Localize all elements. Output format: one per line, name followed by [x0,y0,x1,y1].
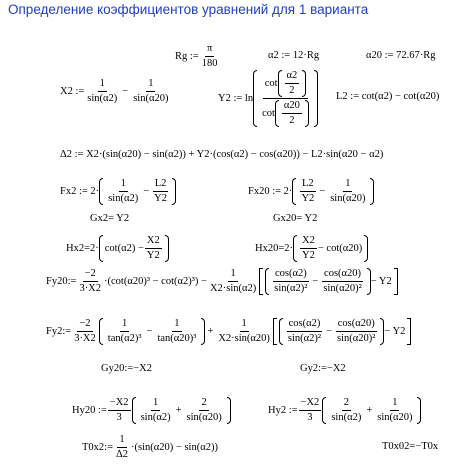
hx20-definition [255,235,368,262]
x2-t2-num: 1 [146,78,155,92]
l2-definition: L2 := cot(α2) − cot(α20) [336,91,440,102]
hy2-den: 3 [307,412,313,423]
y2-two-bottom: 2 [289,115,295,126]
y2-cot-bottom: cot [262,107,275,119]
rg-den: 180 [201,58,218,69]
hx2-x2: X2 [145,235,162,249]
hy20-one: 1 [151,397,160,411]
t0x2-lhs: T0x2:= [82,442,114,453]
fx20-lhs: Fx20 := 2· [248,186,293,197]
y2-definition [218,70,318,127]
y2-two-top: 2 [289,85,295,96]
fy2-tan-a2: tan(α2)³ [107,333,142,344]
x2-term2 [131,78,170,105]
gx2-definition: Gx2= Y2 [90,213,130,224]
fx20-sin: sin(α20) [330,193,366,204]
hy2-sin-a20: sin(α20) [377,412,413,423]
fy2-plus: + [207,326,214,337]
fy2-cos-a2: cos(α2) [287,318,323,332]
y2-lhs: Y2 := ln [218,93,254,104]
hy2-sin-a2: sin(α2) [331,412,362,423]
fy2-den: X2·sin(α20) [218,333,270,344]
gx20-definition: Gx20= Y2 [273,213,318,224]
hy2-num: −X2 [299,397,322,411]
rg-definition [175,43,220,70]
fy20-sin-a2sq: sin(α2)² [274,283,308,294]
t0x2-d2: Δ2 [116,449,129,460]
hx2-definition [66,235,169,262]
fy20-body: ·(cot(α20)³ − cot(α2)³) − [104,276,207,287]
fy20-lhs: Fy20:= [46,276,77,287]
hx20-x2: X2 [300,235,317,249]
hx20-y2: Y2 [302,250,315,261]
hy2-two: 2 [342,397,351,411]
x2-term1 [85,78,119,105]
hy20-two: 2 [199,397,208,411]
y2-fraction [260,70,311,127]
fy2-cos-a20: cos(α20) [336,318,377,332]
fy2-lhs: Fy2:= [46,326,72,337]
rg-fraction [200,43,220,70]
hy20-sin-a2: sin(α2) [140,412,171,423]
hx20-cot: − cot(α20) [317,243,363,254]
y2-cot-top: cot [264,77,278,89]
fy20-m2: −2 [83,268,98,282]
hy20-lhs: Hy20 := [72,405,107,416]
hx20-lhs: Hx20=2· [255,243,294,254]
fy20-one: 1 [228,268,237,282]
hy20-definition: Hy20 := $\frac{-X2}{3}$ $\frac{1}{\sin(\alpha 2)}$ + $\frac{2}{\sin(\alpha 20)}$ [72,397,231,424]
hy2-one: 1 [390,397,399,411]
alpha20-definition: α20 := 72.67·Rg [366,50,436,61]
x2-t1-den: sin(α2) [87,93,118,104]
hx2-y2: Y2 [146,250,160,261]
fx2-sin: sin(α2) [108,193,139,204]
alpha2-definition: α2 := 12·Rg [268,50,320,61]
fy2-definition: Fy2:= $\frac{-2}{3\cdot X2}$ $\frac{1}{\text{tan(α2)³}}$ − $\frac{1}{\text{tan(α20)³}}$ + $\frac{1}{X2\cdot\sin(\alpha 20)}$ $\frac{\cos(\alpha 2)}{\text{sin(α2)²}}$ − $\frac{\cos(\alpha 20)}{\text{sin(α20)²}}$ − Y2 [46,318,411,345]
fy2-sin-a2sq: sin(α2)² [287,333,322,344]
fx2-definition: Fx2 := 2· $\frac{1}{\sin(\alpha 2)}$ − $\frac{L2}{Y2}$ [60,178,176,205]
fy20-den: X2·sin(α2) [209,283,257,294]
y2-paren [253,70,318,127]
hy2-definition: Hy2 := $\frac{-X2}{3}$ $\frac{2}{\sin(\alpha 2)}$ + $\frac{1}{\sin(\alpha 20)}$ [268,397,421,424]
fy2-m2: −2 [77,318,92,332]
fy2-one-b: 1 [172,318,181,332]
fx20-l2: L2 [300,178,316,192]
fx2-l2: L2 [153,178,169,192]
hy20-den: 3 [116,412,122,423]
fx2-lhs: Fx2 := 2· [60,186,100,197]
t0x02-definition: T0x02=−T0x [382,441,439,452]
fy20-cos-a2: cos(α2) [273,268,309,282]
x2-t2-den: sin(α20) [133,93,169,104]
fy2-3x2: 3·X2 [74,333,96,344]
y2-a2: α2 [285,70,300,84]
hx2-lhs: Hx2=2· [66,243,99,254]
fy2-tan-a20: tan(α20)³ [157,333,197,344]
delta2-definition: Δ2 := X2·(sin(α20) − sin(α2)) + Y2·(cos(α2) − cos(α20)) − L2·sin(α20 − α2) [60,149,384,160]
x2-lhs: X2 := [60,86,85,97]
rg-num: π [205,43,214,57]
fy20-cos-a20: cos(α20) [322,268,363,282]
hy20-num: −X2 [108,397,131,411]
gy2-definition: Gy2:=−X2 [300,363,346,374]
fy2-tail: − Y2 [384,326,406,337]
hy2-lhs: Hy2 := [268,405,298,416]
fy20-3x2: 3·X2 [79,283,102,294]
fy20-sin-a20sq: sin(α20)² [323,283,362,294]
fy2-one-a: 1 [120,318,129,332]
hy20-sin-a20: sin(α20) [186,412,222,423]
fy2-sin-a20sq: sin(α20)² [337,333,376,344]
page-title: Определение коэффициентов уравнений для 1 варианта [8,2,369,17]
fx2-y2: Y2 [154,193,167,204]
hx2-cot: cot(α2) − [104,243,144,254]
fy2-one-c: 1 [240,318,249,332]
fx20-one: 1 [343,178,352,192]
fx2-one: 1 [119,178,128,192]
t0x2-definition [82,434,218,461]
fy20-definition: Fy20:= $\frac{-2}{3\cdot X2}$ ·(cot(α20)³ − cot(α2)³) − $\frac{1}{X2\cdot\sin(\alpha 2)}$ $\frac{\cos(\alpha 2)}{\text{sin(α2)²}}$ − $\frac{\cos(\alpha 20)}{\text{sin(α20)²}}$ − Y2 [46,268,398,295]
t0x2-one: 1 [117,434,126,448]
y2-a20: α20 [282,100,302,114]
gy20-definition: Gy20:=−X2 [101,363,152,374]
fx20-definition: Fx20 := 2· $\frac{L2}{Y2}$ − $\frac{1}{\sin(\alpha 20)}$ [248,178,374,205]
fx20-y2: Y2 [301,193,315,204]
x2-definition: X2 := $\frac{1}{\sin(\alpha 2)}$ − $\frac{1}{\sin(\alpha 20)}$ [60,78,169,104]
t0x2-body: ·(sin(α20) − sin(α2)) [131,442,218,453]
rg-lhs: Rg := [175,51,199,62]
fy20-tail: − Y2 [370,276,392,287]
x2-t1-num: 1 [98,78,107,92]
